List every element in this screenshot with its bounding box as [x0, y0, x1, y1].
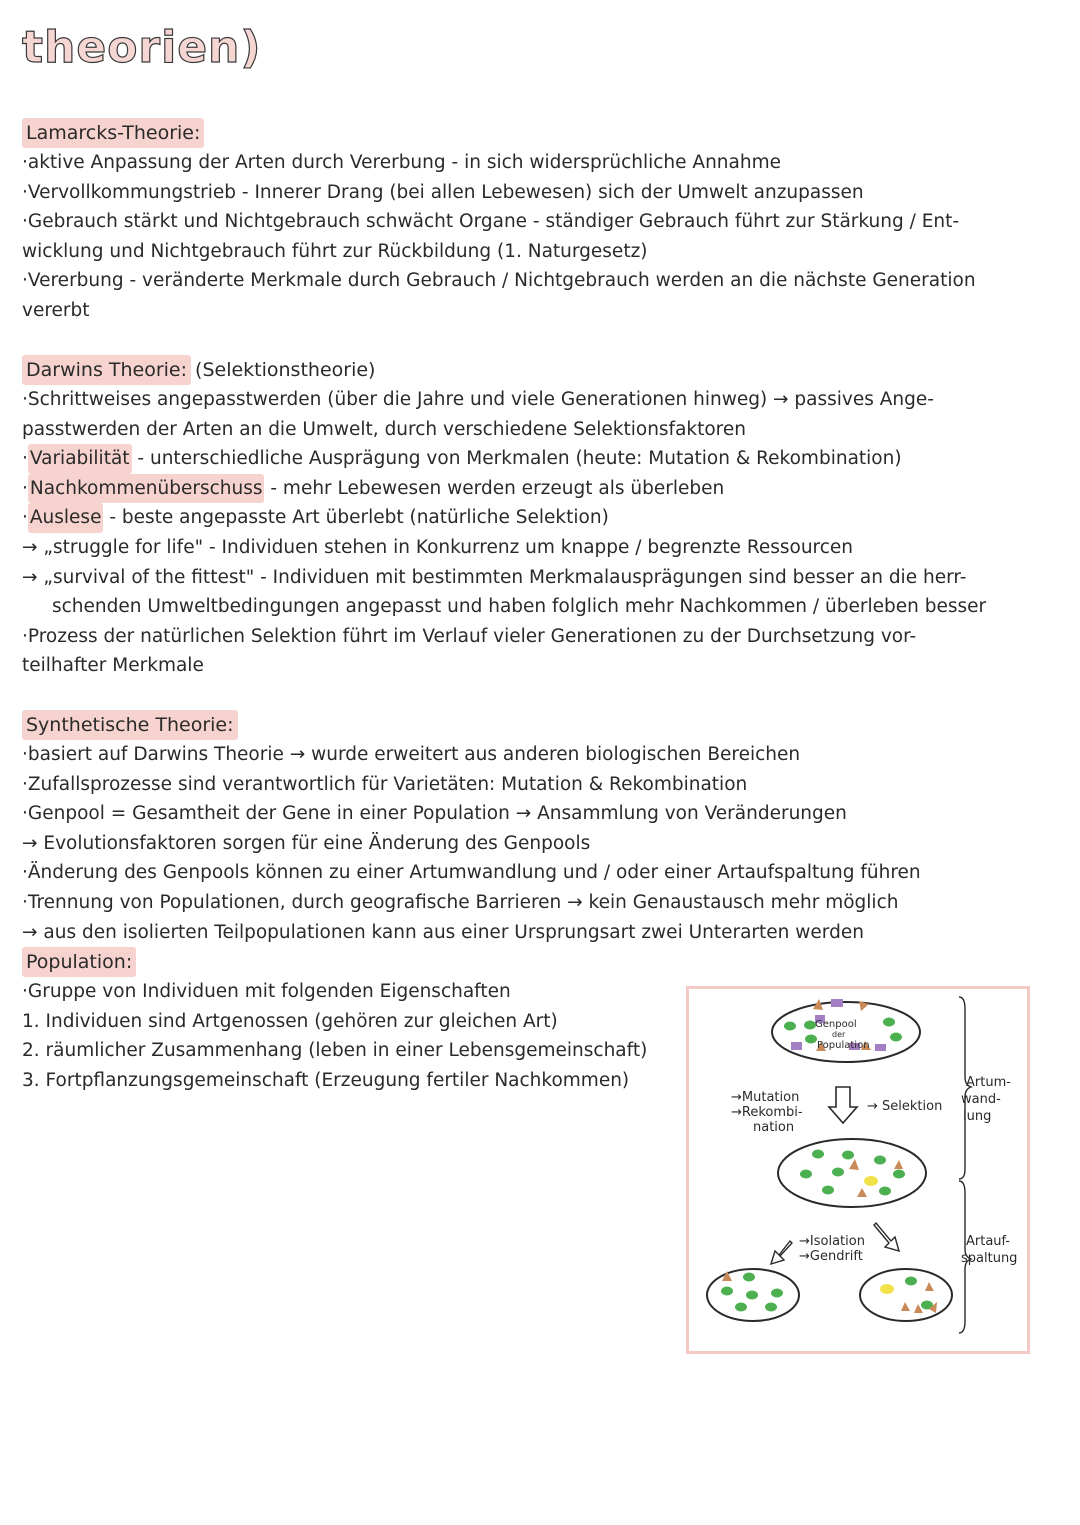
population-line: 2. räumlicher Zusammenhang (leben in einer Lebensgemeinschaft): [22, 1040, 648, 1062]
rekombination-label-2: nation: [753, 1120, 795, 1135]
text-nachkommen: - mehr Lebewesen werden erzeugt als überleben: [264, 477, 725, 499]
subpopulation-right-ellipse: [860, 1269, 952, 1321]
arrow-left-icon: [771, 1241, 792, 1264]
term-auslese: Auslese: [28, 503, 104, 533]
genpool-label-1: Genpool: [815, 1019, 857, 1030]
dot: [784, 1022, 796, 1031]
artaufspaltung-label-2: spaltung: [961, 1251, 1018, 1266]
artumwandlung-label-1: Artum-: [966, 1075, 1011, 1090]
square: [875, 1044, 886, 1051]
lamarck-line: wicklung und Nichtgebrauch führt zur Rückbildung (1. Naturgesetz): [22, 240, 648, 262]
darwin-line: → „struggle for life" - Individuen stehen in Konkurrenz um knappe / begrenzte Ressourcen: [22, 536, 854, 558]
population-line: 1. Individuen sind Artgenossen (gehören zur gleichen Art): [22, 1010, 558, 1032]
arrow-right-icon: [874, 1223, 899, 1251]
darwin-subtitle: (Selektionstheorie): [195, 359, 376, 381]
synth-heading: Synthetische Theorie:: [22, 710, 238, 740]
darwin-line-nachkommen: · Nachkommenüberschuss - mehr Lebewesen werden erzeugt als überleben: [22, 474, 1062, 504]
population-heading: Population:: [22, 947, 136, 977]
dot: [890, 1033, 902, 1042]
lamarck-line: vererbt: [22, 299, 90, 321]
darwin-line-auslese: · Auslese - beste angepasste Art überlebt (natürliche Selektion): [22, 503, 1062, 533]
lamarck-section: [22, 118, 1062, 326]
down-arrow-icon: [829, 1087, 857, 1123]
population-line: ·Gruppe von Individuen mit folgenden Eigenschaften: [22, 981, 511, 1002]
dot: [805, 1035, 817, 1044]
population-section: [22, 947, 682, 1095]
genpool-label-3: Population: [817, 1040, 870, 1051]
lamarck-heading: Lamarcks-Theorie:: [22, 118, 204, 148]
selektion-label: → Selektion: [867, 1099, 943, 1114]
lamarck-line: ·Vererbung - veränderte Merkmale durch Gebrauch / Nichtgebrauch werden an die nächste Generation: [22, 270, 976, 292]
darwin-line: teilhafter Merkmale: [22, 655, 204, 677]
lamarck-line: ·aktive Anpassung der Arten durch Vererbung - in sich widersprüchliche Annahme: [22, 152, 781, 173]
population-line: 3. Fortpflanzungsgemeinschaft (Erzeugung fertiler Nachkommen): [22, 1069, 630, 1091]
darwin-section: [22, 355, 1062, 681]
synth-line: ·Trennung von Populationen, durch geografische Barrieren → kein Genaustausch mehr möglich: [22, 891, 899, 913]
text-variabilitaet: - unterschiedliche Ausprägung von Merkmalen (heute: Mutation & Rekombination): [131, 448, 902, 470]
synth-section: [22, 710, 1062, 947]
term-variabilitaet: Variabilität: [28, 444, 132, 474]
artumwandlung-label-2: wand-: [961, 1092, 1001, 1107]
artaufspaltung-label-1: Artauf-: [966, 1234, 1011, 1249]
synth-line: → aus den isolierten Teilpopulationen kann aus einer Ursprungsart zwei Unterarten werden: [22, 921, 864, 943]
darwin-line-variabilitaet: · Variabilität - unterschiedliche Ausprägung von Merkmalen (heute: Mutation & Rekombination): [22, 444, 1062, 474]
mutation-label: →Mutation: [731, 1090, 800, 1105]
darwin-line: ·Schrittweises angepasstwerden (über die Jahre und viele Generationen hinweg) → passives Ange-: [22, 389, 934, 410]
synth-line: → Evolutionsfaktoren sorgen für eine Änderung des Genpools: [22, 832, 591, 854]
square: [831, 999, 843, 1007]
artumwandlung-label-3: lung: [963, 1109, 992, 1124]
synth-line: ·Änderung des Genpools können zu einer Artumwandlung und / oder einer Artaufspaltung führen: [22, 862, 921, 884]
page-title: theorien): [22, 22, 262, 73]
rekombination-label-1: →Rekombi-: [731, 1105, 803, 1120]
genpool-label-2: der: [832, 1030, 846, 1039]
genpool-ellipse: [772, 1002, 920, 1062]
dot: [883, 1018, 895, 1027]
synth-line: ·Genpool = Gesamtheit der Gene in einer Population → Ansammlung von Veränderungen: [22, 803, 847, 825]
darwin-line: ·Prozess der natürlichen Selektion führt im Verlauf vieler Generationen zu der Durchsetzung vor-: [22, 625, 917, 647]
darwin-line: passtwerden der Arten an die Umwelt, durch verschiedene Selektionsfaktoren: [22, 418, 746, 440]
isolation-label: →Isolation: [799, 1234, 865, 1249]
synth-line: ·basiert auf Darwins Theorie → wurde erweitert aus anderen biologischen Bereichen: [22, 744, 801, 765]
darwin-heading: Darwins Theorie:: [22, 355, 191, 385]
gendrift-label: →Gendrift: [799, 1249, 863, 1264]
darwin-line: schenden Umweltbedingungen angepasst und haben folglich mehr Nachkommen / überleben besser: [52, 596, 987, 618]
square: [791, 1042, 802, 1050]
darwin-line: → „survival of the fittest" - Individuen mit bestimmten Merkmalausprägungen sind besser an die herr-: [22, 566, 967, 588]
lamarck-line: ·Vervollkommungstrieb - Innerer Drang (bei allen Lebewesen) sich der Umwelt anzupassen: [22, 181, 864, 203]
text-auslese: - beste angepasste Art überlebt (natürliche Selektion): [103, 507, 609, 529]
lamarck-line: ·Gebrauch stärkt und Nichtgebrauch schwächt Organe - ständiger Gebrauch führt zur Stärkung / Ent-: [22, 211, 960, 233]
synth-line: ·Zufallsprozesse sind verantwortlich für Varietäten: Mutation & Rekombination: [22, 773, 748, 795]
evolution-diagram: [686, 986, 1030, 1354]
term-nachkommen: Nachkommenüberschuss: [28, 474, 265, 504]
